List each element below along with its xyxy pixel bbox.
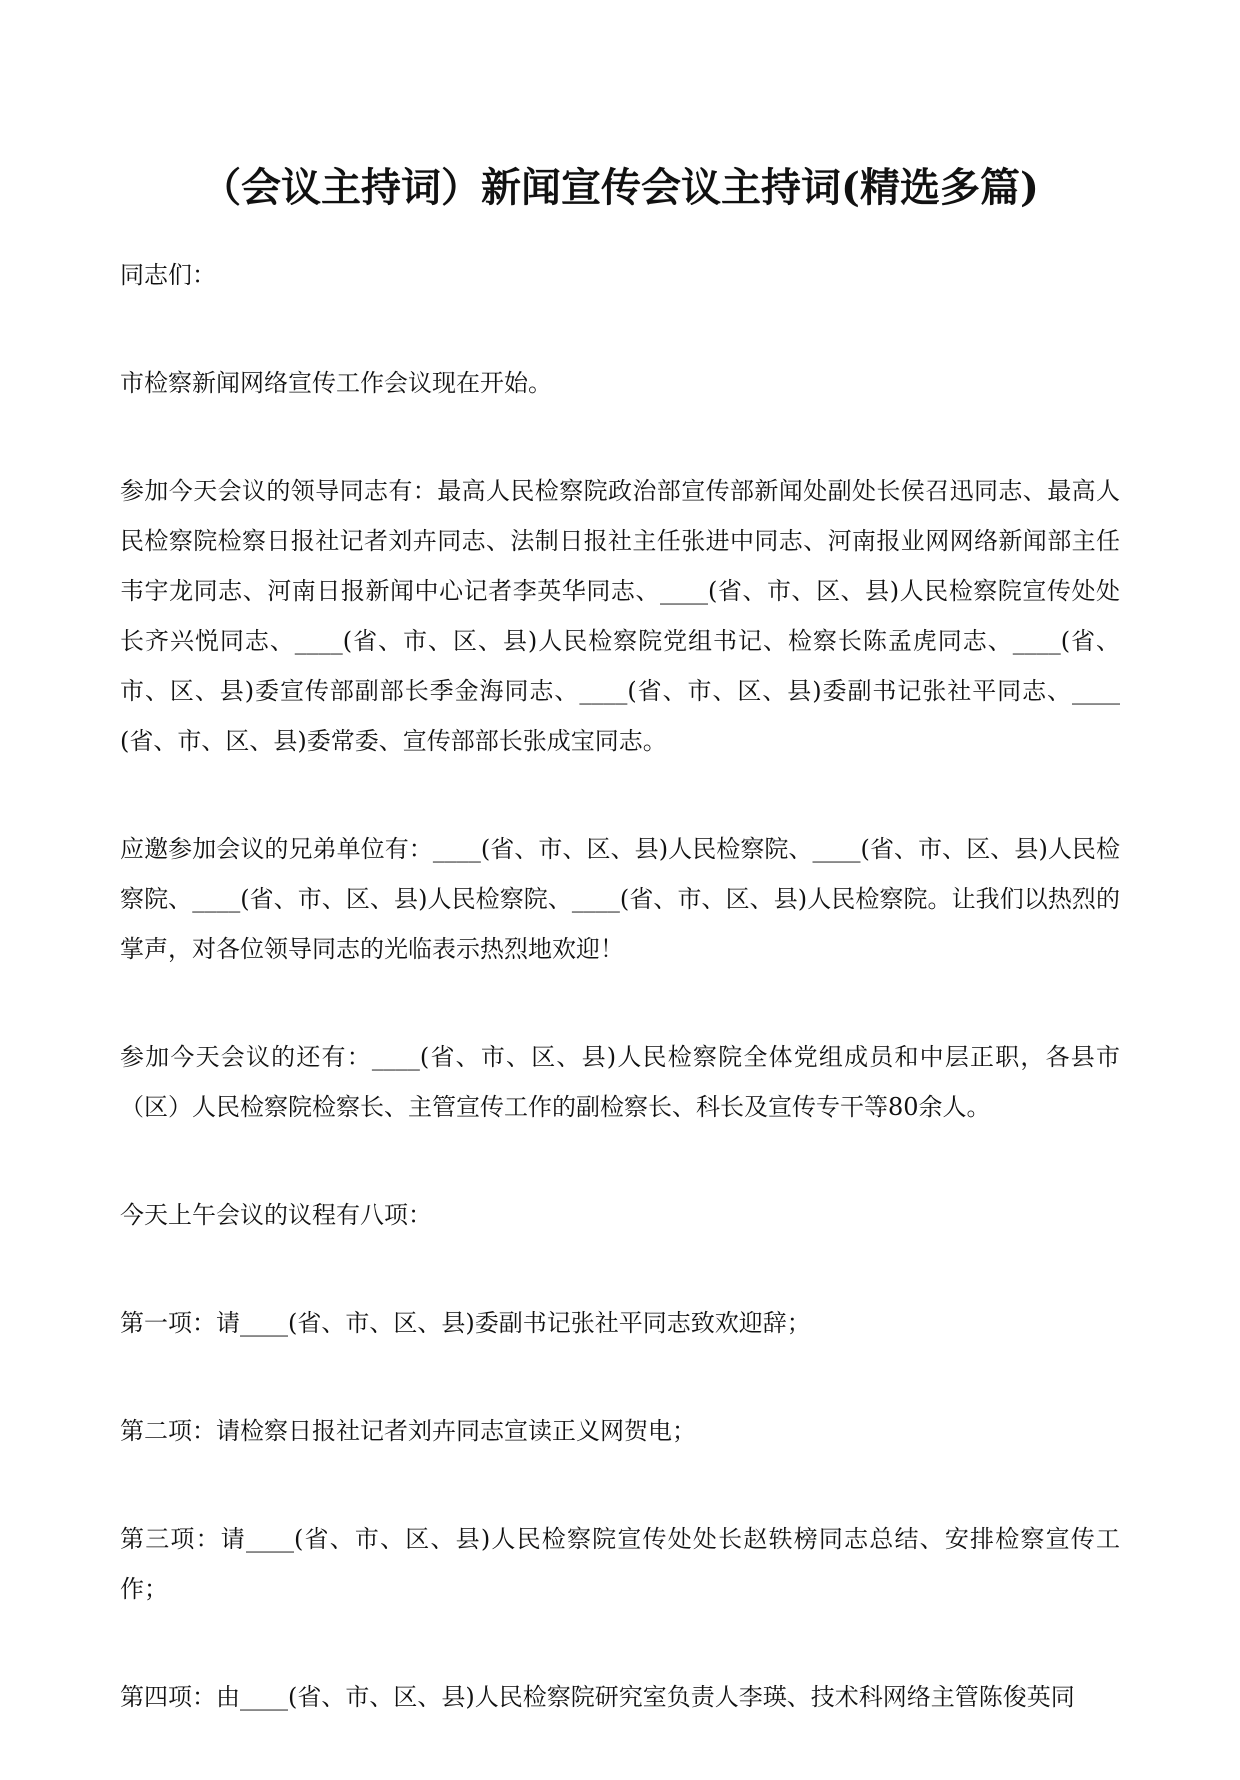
paragraph-opening: 市检察新闻网络宣传工作会议现在开始。 — [120, 369, 552, 397]
paragraph-attendees: 参加今天会议的还有：____(省、市、区、县)人民检察院全体党组成员和中层正职，各县市（区）人民检察院检察长、主管宣传工作的副检察长、科长及宣传专干等80余人。 — [120, 1043, 1120, 1121]
paragraph-agenda-intro: 今天上午会议的议程有八项： — [120, 1201, 432, 1229]
paragraph-agenda-item-1: 第一项：请____(省、市、区、县)委副书记张社平同志致欢迎辞； — [120, 1309, 811, 1337]
paragraph-leaders: 参加今天会议的领导同志有：最高人民检察院政治部宣传部新闻处副处长侯召迅同志、最高人民检察院检察日报社记者刘卉同志、法制日报社主任张进中同志、河南报业网网络新闻部主任韦宇龙同志、河南日报新闻中心记者李英华同志、____(省、市、区、县)人民检察院宣传处处长齐兴悦同志、____(省、市、区、县)人民检察院党组书记、检察长陈孟虎同志、____(省、市、区、县)委宣传部副部长季金海同志、____(省、市、区、县)委副书记张社平同志、____(省、市、区、县)委常委、宣传部部长张成宝同志。 — [120, 477, 1120, 755]
paragraph-invited-units: 应邀参加会议的兄弟单位有：____(省、市、区、县)人民检察院、____(省、市、区、县)人民检察院、____(省、市、区、县)人民检察院、____(省、市、区、县)人民检察院。让我们以热烈的掌声，对各位领导同志的光临表示热烈地欢迎！ — [120, 835, 1120, 963]
document-body — [120, 250, 1120, 1780]
paragraph-agenda-item-3: 第三项：请____(省、市、区、县)人民检察院宣传处处长赵轶榜同志总结、安排检察宣传工作； — [120, 1525, 1120, 1603]
document-title: （会议主持词）新闻宣传会议主持词(精选多篇) — [201, 164, 1039, 211]
paragraph-agenda-item-2: 第二项：请检察日报社记者刘卉同志宣读正义网贺电； — [120, 1417, 696, 1445]
paragraph-greeting: 同志们： — [120, 261, 216, 289]
paragraph-agenda-item-4: 第四项：由____(省、市、区、县)人民检察院研究室负责人李瑛、技术科网络主管陈俊英同 — [120, 1683, 1075, 1711]
